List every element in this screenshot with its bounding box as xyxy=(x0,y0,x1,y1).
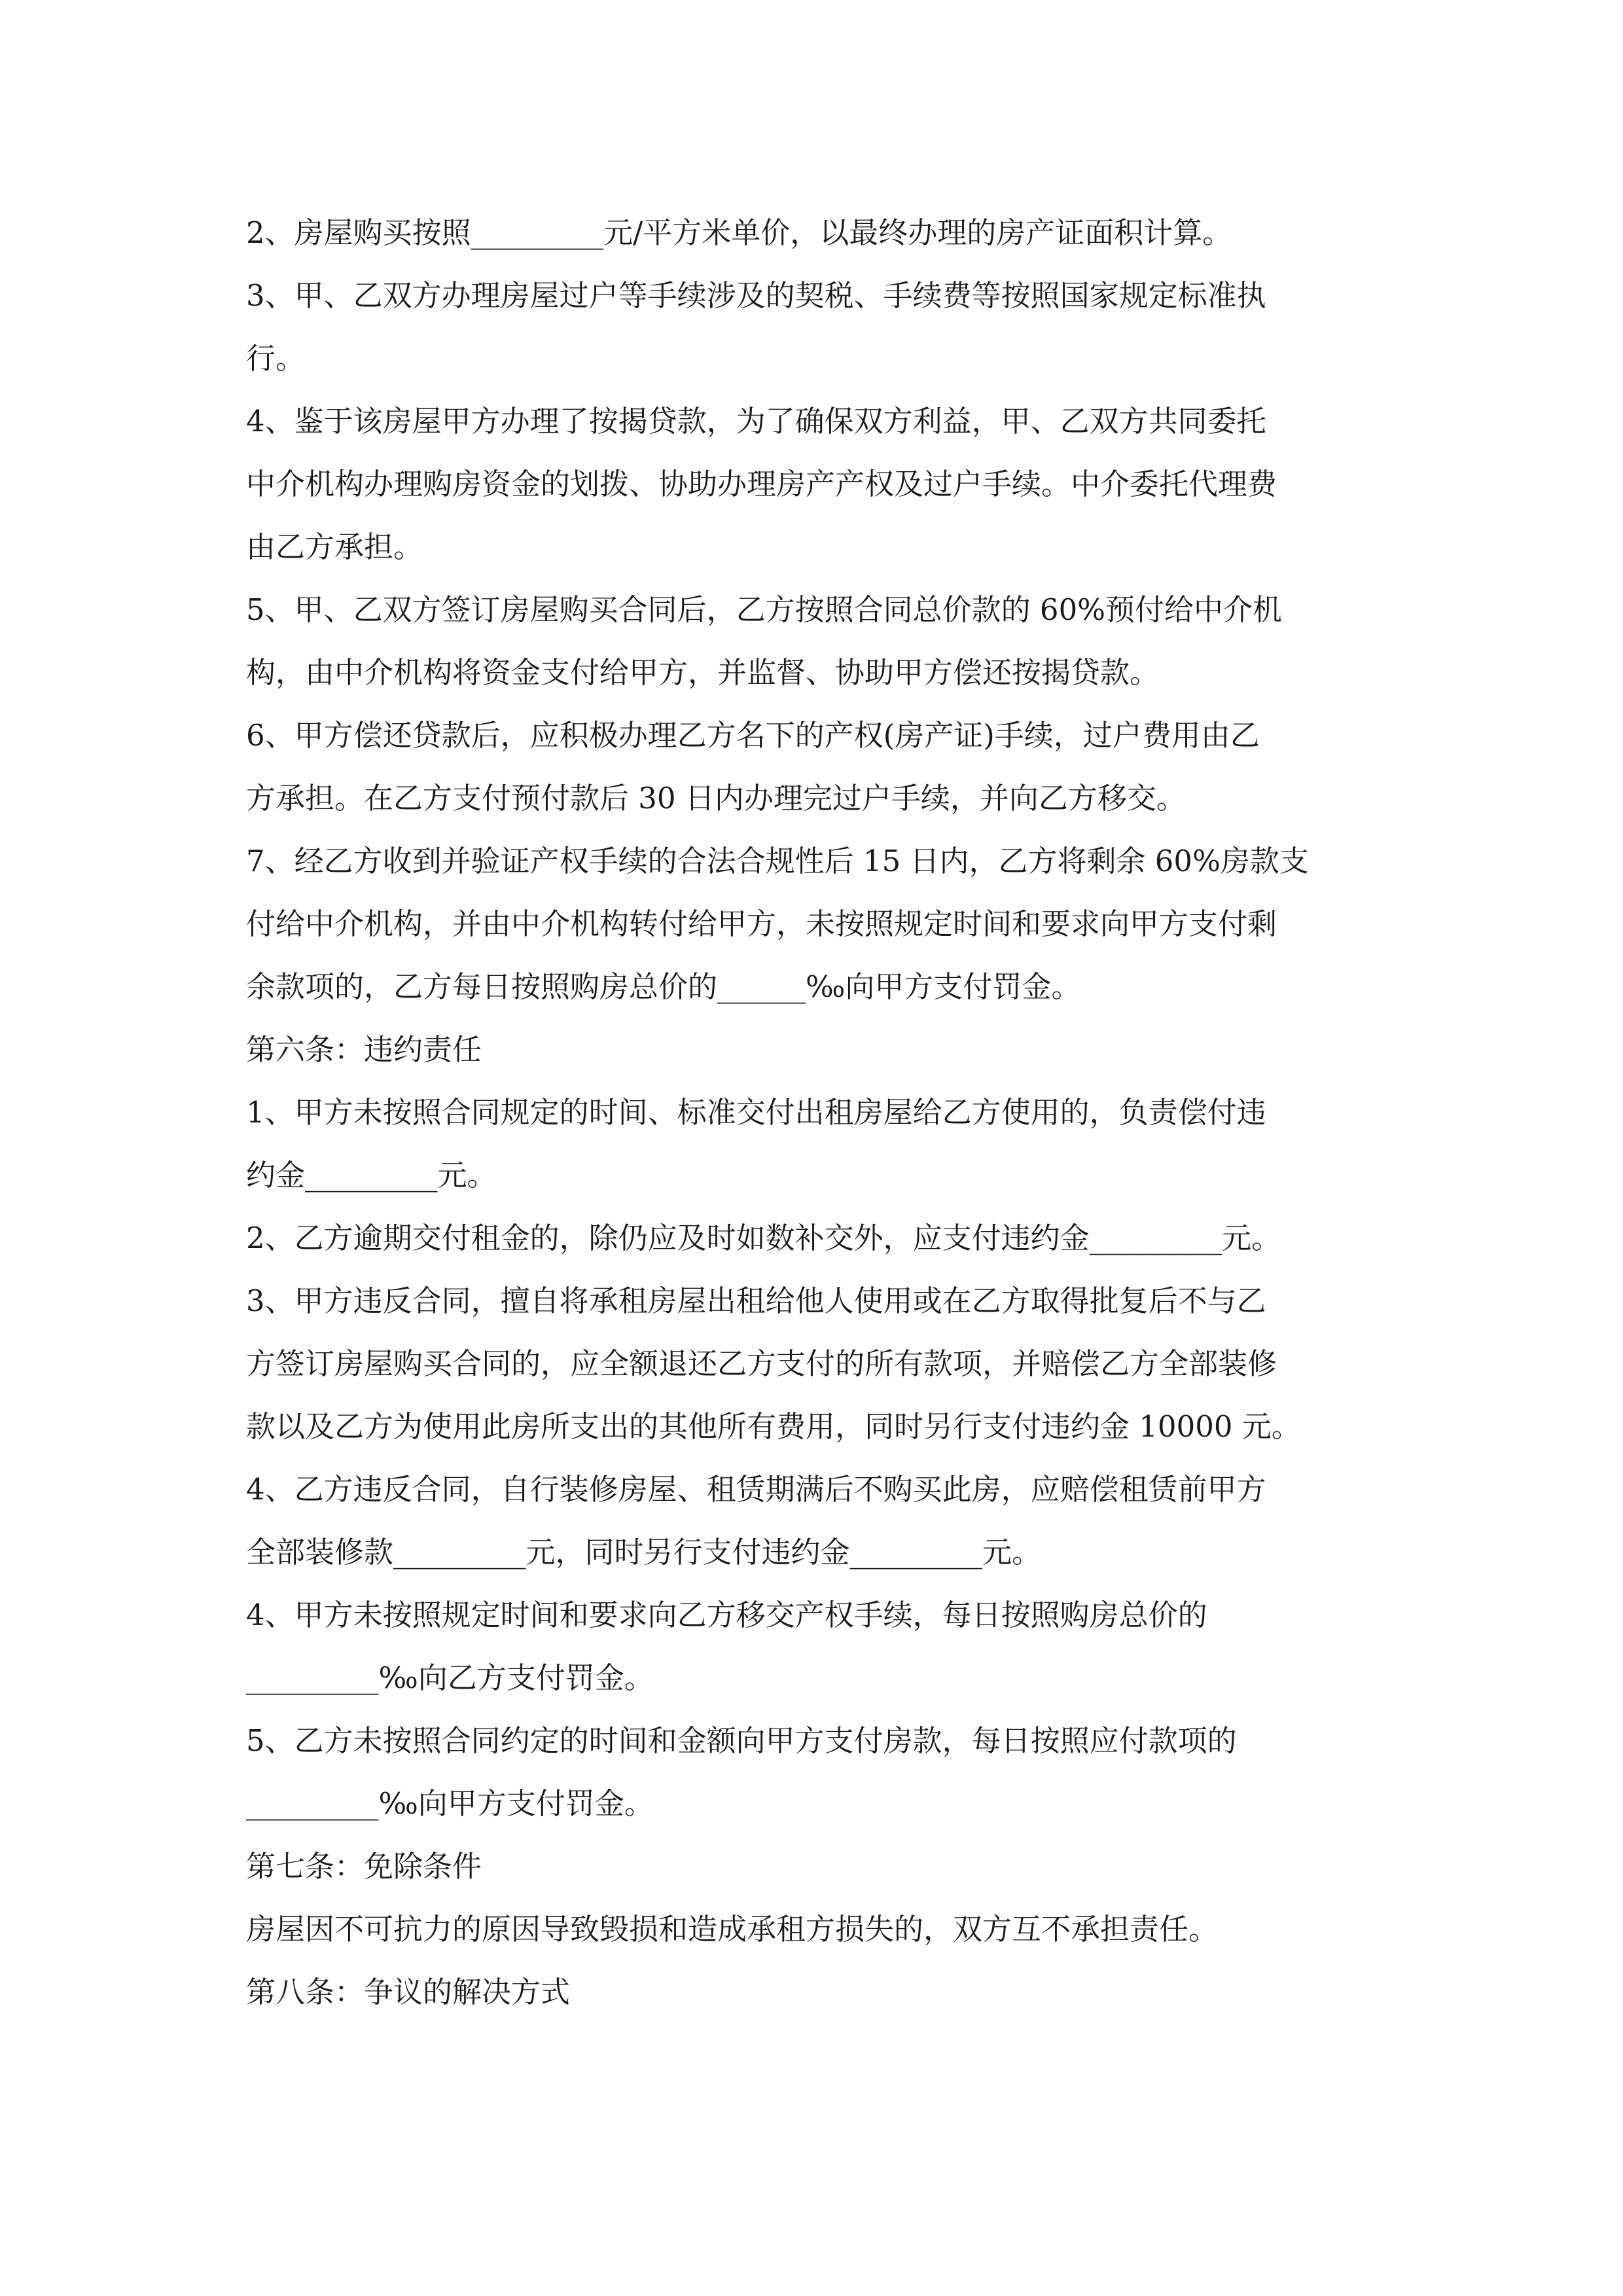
clause-text: 4、乙方违反合同，自行装修房屋、租赁期满后不购买此房，应赔偿租赁前甲方 xyxy=(246,1472,1266,1507)
clause-text: 余款项的，乙方每日按照购房总价的______‰向甲方支付罚金。 xyxy=(246,969,1081,1004)
clause-text: 6、甲方偿还贷款后，应积极办理乙方名下的产权(房产证)手续，过户费用由乙 xyxy=(246,718,1260,753)
section-heading: 第六条：违约责任 xyxy=(246,1032,482,1067)
clause-text: 7、经乙方收到并验证产权手续的合法合规性后 15 日内，乙方将剩余 60%房款支 xyxy=(246,844,1309,878)
document-body xyxy=(246,202,1398,2024)
clause-text: 1、甲方未按照合同规定的时间、标准交付出租房屋给乙方使用的，负责偿付违 xyxy=(246,1095,1266,1130)
clause-text: 4、鉴于该房屋甲方办理了按揭贷款，为了确保双方利益，甲、乙双方共同委托 xyxy=(246,404,1266,439)
section-heading: 第七条：免除条件 xyxy=(246,1849,482,1884)
clause-text: 全部装修款_________元，同时另行支付违约金_________元。 xyxy=(246,1535,1042,1570)
clause-text: 行。 xyxy=(246,341,306,376)
clause-text: 房屋因不可抗力的原因导致毁损和造成承租方损失的，双方互不承担责任。 xyxy=(246,1912,1219,1946)
clause-text: 付给中介机构，并由中介机构转付给甲方，未按照规定时间和要求向甲方支付剩 xyxy=(246,906,1277,941)
clause-text: 款以及乙方为使用此房所支出的其他所有费用，同时另行支付违约金 10000 元。 xyxy=(246,1409,1301,1444)
section-heading: 第八条：争议的解决方式 xyxy=(246,1975,571,2009)
clause-text: 由乙方承担。 xyxy=(246,529,423,564)
clause-text: 约金_________元。 xyxy=(246,1158,497,1193)
clause-text: 5、乙方未按照合同约定的时间和金额向甲方支付房款，每日按照应付款项的 xyxy=(246,1723,1237,1758)
clause-text: 中介机构办理购房资金的划拨、协助办理房产产权及过户手续。中介委托代理费 xyxy=(246,467,1277,501)
clause-text: 3、甲方违反合同，擅自将承租房屋出租给他人使用或在乙方取得批复后不与乙 xyxy=(246,1283,1266,1318)
clause-text: 2、房屋购买按照_________元/平方米单价，以最终办理的房产证面积计算。 xyxy=(246,215,1232,250)
clause-text: 4、甲方未按照规定时间和要求向乙方移交产权手续，每日按照购房总价的 xyxy=(246,1598,1207,1632)
clause-text: 5、甲、乙双方签订房屋购买合同后，乙方按照合同总价款的 60%预付给中介机 xyxy=(246,592,1282,627)
clause-text: _________‰向甲方支付罚金。 xyxy=(246,1786,654,1821)
clause-text: 方承担。在乙方支付预付款后 30 日内办理完过户手续，并向乙方移交。 xyxy=(246,781,1186,816)
clause-text: 3、甲、乙双方办理房屋过户等手续涉及的契税、手续费等按照国家规定标准执 xyxy=(246,278,1266,313)
clause-text: 2、乙方逾期交付租金的，除仍应及时如数补交外，应支付违约金_________元。 xyxy=(246,1221,1281,1255)
clause-text: 方签订房屋购买合同的，应全额退还乙方支付的所有款项，并赔偿乙方全部装修 xyxy=(246,1346,1277,1381)
clause-text: _________‰向乙方支付罚金。 xyxy=(246,1660,654,1695)
clause-text: 构，由中介机构将资金支付给甲方，并监督、协助甲方偿还按揭贷款。 xyxy=(246,655,1160,690)
